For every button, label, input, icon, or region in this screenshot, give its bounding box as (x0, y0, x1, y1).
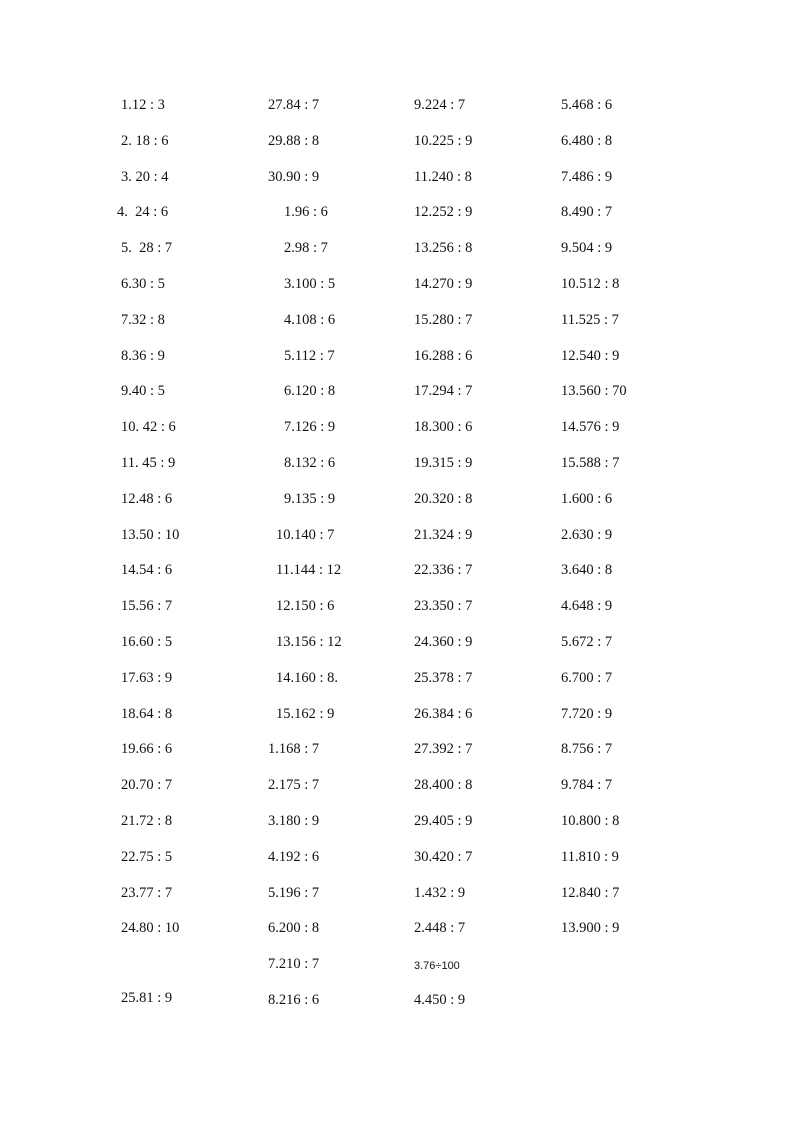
problem-item: 17.294 : 7 (414, 383, 473, 400)
problem-item: 3.640 : 8 (561, 562, 613, 579)
problem-item: 9.224 : 7 (414, 97, 466, 113)
problem-item: 15.56 : 7 (121, 598, 173, 615)
problem-item: 20.320 : 8 (414, 490, 473, 507)
problem-item: 11. 45 : 9 (121, 455, 176, 471)
problem-item: 4.108 : 6 (284, 311, 336, 328)
problem-item: 24.360 : 9 (414, 634, 473, 650)
problem-item: 6.30 : 5 (121, 276, 165, 292)
problem-item: 3.180 : 9 (268, 813, 320, 829)
problem-item: 4.450 : 9 (414, 992, 466, 1008)
problem-item: 1.600 : 6 (561, 490, 613, 507)
problem-item: 27.392 : 7 (414, 741, 473, 758)
problem-item: 22.336 : 7 (414, 562, 473, 579)
problem-item: 4.648 : 9 (561, 598, 613, 615)
problem-item: 11.810 : 9 (561, 848, 619, 865)
problem-item: 26.384 : 6 (414, 705, 473, 722)
problem-item: 29.88 : 8 (268, 132, 320, 149)
problem-item: 3.76÷100 (414, 960, 460, 972)
problem-item: 8.216 : 6 (268, 992, 320, 1008)
problem-item: 12.252 : 9 (414, 204, 473, 221)
problem-item: 1.96 : 6 (284, 204, 328, 221)
problem-item: 12.840 : 7 (561, 884, 620, 901)
problem-item: 2.98 : 7 (284, 240, 328, 257)
problem-item: 2.175 : 7 (268, 777, 320, 794)
problem-item: 16.288 : 6 (414, 347, 473, 364)
problem-item: 23.350 : 7 (414, 598, 473, 615)
problem-item: 18.300 : 6 (414, 419, 473, 436)
problem-item: 13.50 : 10 (121, 526, 180, 543)
problem-item: 13.900 : 9 (561, 920, 620, 937)
problem-item: 19.315 : 9 (414, 455, 473, 471)
problem-item: 21.324 : 9 (414, 526, 473, 543)
problem-item: 18.64 : 8 (121, 705, 173, 722)
problem-item: 5.672 : 7 (561, 634, 613, 650)
problem-item: 28.400 : 8 (414, 777, 473, 794)
problem-item: 7.720 : 9 (561, 705, 613, 722)
problem-item: 15.162 : 9 (276, 705, 335, 722)
problem-item: 25.81 : 9 (121, 990, 173, 1006)
problem-item: 9.135 : 9 (284, 490, 336, 507)
problem-item: 2.448 : 7 (414, 920, 466, 937)
problem-item: 19.66 : 6 (121, 741, 173, 758)
problem-item: 12.48 : 6 (121, 490, 173, 507)
problem-item: 3. 20 : 4 (121, 168, 169, 185)
problem-item: 23.77 : 7 (121, 884, 173, 901)
problem-item: 27.84 : 7 (268, 97, 320, 113)
problem-item: 20.70 : 7 (121, 777, 173, 794)
problem-item: 5.196 : 7 (268, 884, 320, 901)
problem-item: 10.512 : 8 (561, 276, 620, 292)
problem-item: 8.36 : 9 (121, 347, 165, 364)
problem-item: 12.540 : 9 (561, 347, 620, 364)
problem-item: 13.256 : 8 (414, 240, 473, 257)
problem-item: 11.525 : 7 (561, 311, 619, 328)
problem-item: 1.12 : 3 (121, 97, 165, 113)
problem-item: 14.160 : 8. (276, 669, 339, 686)
problem-item: 15.280 : 7 (414, 311, 473, 328)
problem-item: 5.468 : 6 (561, 97, 613, 113)
problem-item: 7.32 : 8 (121, 311, 165, 328)
problem-item: 9.40 : 5 (121, 383, 165, 400)
problem-item: 9.504 : 9 (561, 240, 613, 257)
problem-item: 25.378 : 7 (414, 669, 473, 686)
problem-item: 8.490 : 7 (561, 204, 613, 221)
problem-item: 22.75 : 5 (121, 848, 173, 865)
problem-item: 14.270 : 9 (414, 276, 473, 292)
problem-item: 12.150 : 6 (276, 598, 335, 615)
problem-item: 17.63 : 9 (121, 669, 173, 686)
problem-item: 6.120 : 8 (284, 383, 336, 400)
problem-item: 24.80 : 10 (121, 920, 180, 937)
problem-item: 7.486 : 9 (561, 168, 613, 185)
problem-item: 7.210 : 7 (268, 956, 320, 973)
problem-item: 3.100 : 5 (284, 276, 336, 292)
problem-item: 10.140 : 7 (276, 526, 335, 543)
problem-item: 8.756 : 7 (561, 741, 613, 758)
problem-item: 11.144 : 12 (276, 562, 342, 579)
problem-item: 13.156 : 12 (276, 634, 342, 650)
problem-item: 7.126 : 9 (284, 419, 336, 436)
problem-item: 10. 42 : 6 (121, 419, 176, 436)
problem-item: 14.576 : 9 (561, 419, 620, 436)
problem-item: 5. 28 : 7 (121, 240, 173, 257)
problem-column-4 (561, 0, 711, 1131)
problem-column-2 (268, 0, 418, 1131)
problem-item: 2.630 : 9 (561, 526, 613, 543)
problem-item: 6.200 : 8 (268, 920, 320, 937)
problem-item: 29.405 : 9 (414, 813, 473, 829)
problem-item: 16.60 : 5 (121, 634, 173, 650)
problem-item: 4. 24 : 6 (117, 204, 169, 221)
problem-column-3 (414, 0, 564, 1131)
problem-item: 10.225 : 9 (414, 132, 473, 149)
problem-item: 6.700 : 7 (561, 669, 613, 686)
problem-item: 9.784 : 7 (561, 777, 613, 794)
problem-item: 6.480 : 8 (561, 132, 613, 149)
problem-item: 5.112 : 7 (284, 347, 335, 364)
problem-item: 13.560 : 70 (561, 383, 627, 400)
problem-item: 21.72 : 8 (121, 813, 173, 829)
problem-column-1 (117, 0, 271, 1131)
problem-item: 1.432 : 9 (414, 884, 466, 901)
problem-item: 10.800 : 8 (561, 813, 620, 829)
problem-item: 30.420 : 7 (414, 848, 473, 865)
problem-item: 8.132 : 6 (284, 455, 336, 471)
problem-item: 14.54 : 6 (121, 562, 173, 579)
problem-item: 15.588 : 7 (561, 455, 620, 471)
problem-item: 30.90 : 9 (268, 168, 320, 185)
problem-item: 4.192 : 6 (268, 848, 320, 865)
problem-item: 1.168 : 7 (268, 741, 320, 758)
problem-item: 11.240 : 8 (414, 168, 472, 185)
problem-item: 2. 18 : 6 (121, 132, 169, 149)
